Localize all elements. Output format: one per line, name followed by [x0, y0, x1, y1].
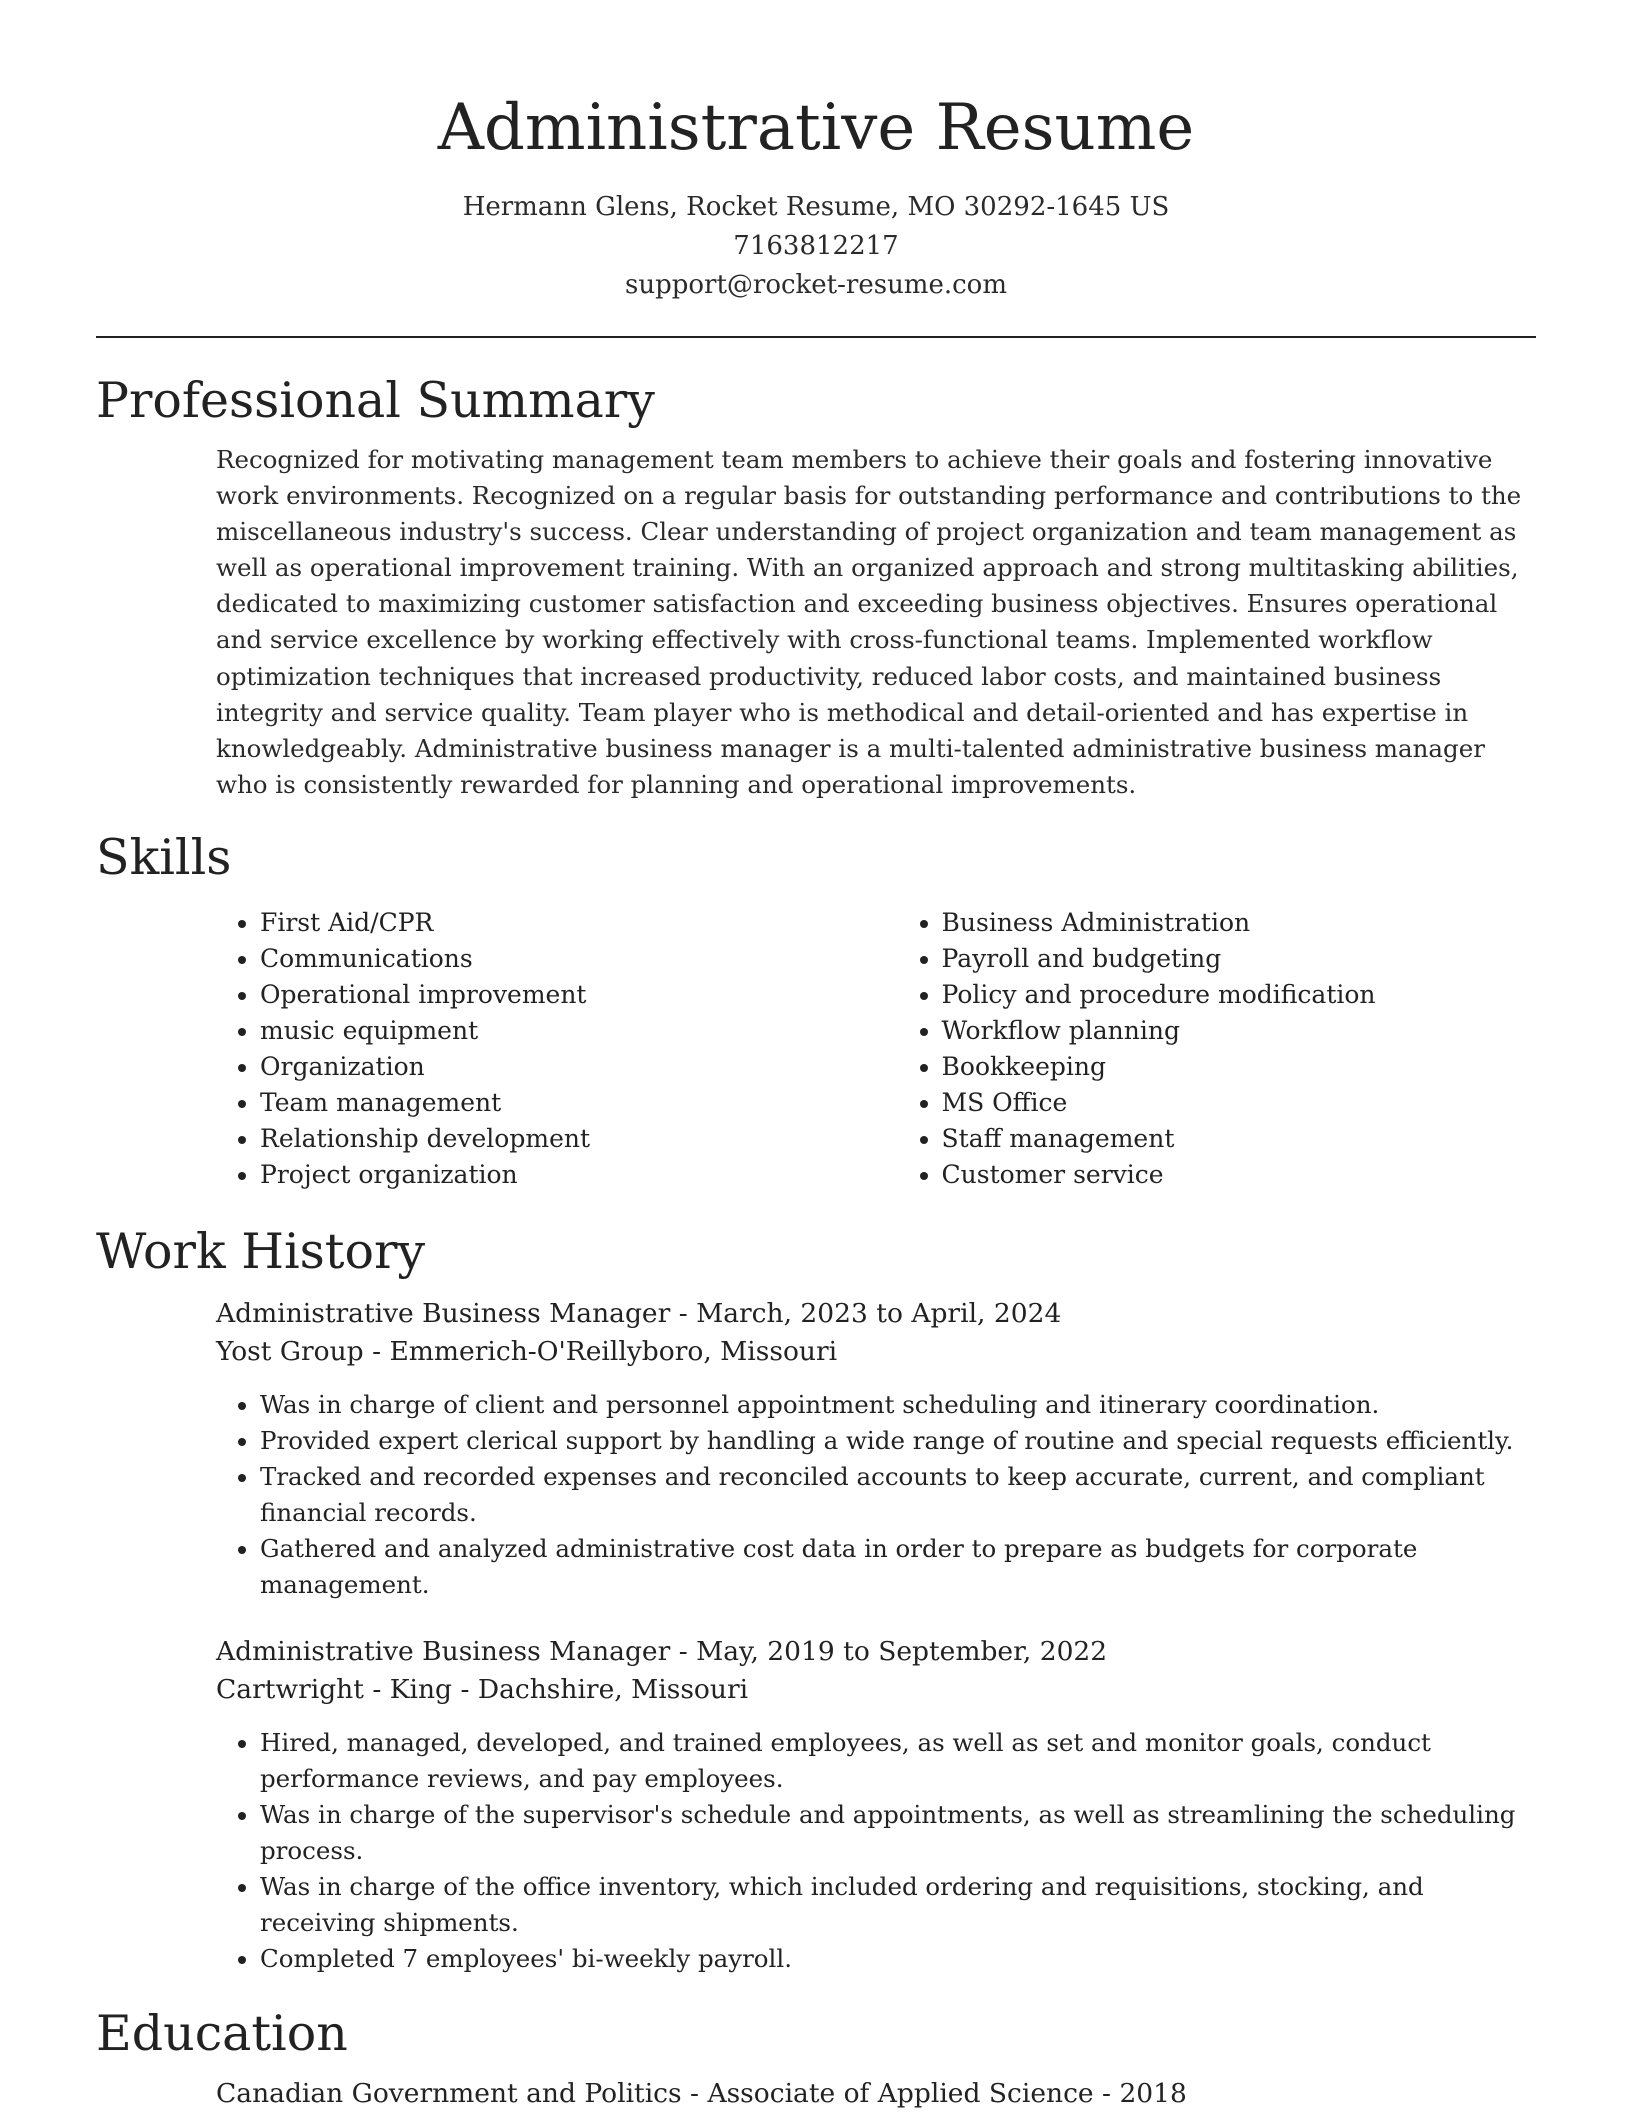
job-title-line [216, 1295, 1530, 1333]
education-section [96, 2001, 1536, 2113]
work-heading: Work History [96, 1222, 426, 1280]
job-bullet: • Was in charge of client and personnel appointment scheduling and itinerary coordination. [260, 1387, 1530, 1423]
job-bullet: • Was in charge of the office inventory, which included ordering and requisitions, stocking, and receiving shipments. [260, 1869, 1530, 1941]
skill-item: • MS Office [942, 1085, 1530, 1121]
skill-item: • Bookkeeping [942, 1049, 1530, 1085]
education-field: Canadian Government and Politics [216, 2077, 682, 2109]
education-year: 2018 [1119, 2077, 1187, 2109]
resume-header [0, 0, 1632, 305]
job-location-separator: - [452, 1673, 478, 1705]
job-bullet: • Hired, managed, developed, and trained employees, as well as set and monitor goals, conduct performance reviews, and pay employees. [260, 1725, 1530, 1797]
job-bullet: • Was in charge of the supervisor's schedule and appointments, as well as streamlining the scheduling process. [260, 1797, 1530, 1869]
contact-phone: 7163812217 [733, 231, 899, 261]
resume-title: Administrative Resume [437, 91, 1195, 165]
skill-item: • Operational improvement [260, 977, 898, 1013]
skill-item: • Organization [260, 1049, 898, 1085]
skill-item: • Project organization [260, 1157, 898, 1193]
summary-heading: Professional Summary [96, 372, 655, 429]
job-location: Dachshire, Missouri [477, 1673, 749, 1705]
education-heading: Education [96, 2004, 348, 2062]
job-title: Administrative Business Manager [216, 1297, 671, 1329]
education-degree: Associate of Applied Science [707, 2077, 1094, 2109]
job-company: Cartwright - King [216, 1673, 453, 1705]
job-entry [216, 1295, 1530, 1603]
skill-item: • Relationship development [260, 1121, 898, 1157]
education-entry [216, 2075, 1530, 2113]
job-bullets [216, 1387, 1530, 1603]
skill-item: • Business Administration [942, 905, 1530, 941]
skill-item: • Payroll and budgeting [942, 941, 1530, 977]
header-divider [96, 336, 1536, 338]
skills-list-left [216, 905, 898, 1193]
job-bullet: • Provided expert clerical support by handling a wide range of routine and special requests efficiently. [260, 1423, 1530, 1459]
skill-item: • music equipment [260, 1013, 898, 1049]
contact-address: Hermann Glens, Rocket Resume, MO 30292-1645 US [462, 192, 1170, 222]
education-separator: - [1093, 2077, 1120, 2109]
skills-list-right [898, 905, 1530, 1193]
skill-item: • First Aid/CPR [260, 905, 898, 941]
skill-item: • Policy and procedure modification [942, 977, 1530, 1013]
contact-email[interactable]: support@rocket-resume.com [624, 270, 1007, 300]
skills-columns [96, 905, 1536, 1193]
job-title-line [216, 1633, 1530, 1671]
job-date-separator: - [670, 1635, 697, 1667]
education-separator: - [681, 2077, 708, 2109]
summary-text: Recognized for motivating management team members to achieve their goals and fostering innovative work environments. Recognized on a regular basis for outstanding performance and contributions to the miscellaneous industry's success. Clear understanding of project organization and team management as well as operational improvement training. With an organized approach and strong multitasking abilities, dedicated to maximizing customer satisfaction and exceeding business objectives. Ensures operational and service excellence by working effectively with cross-functional teams. Implemented workflow optimization techniques that increased productivity, reduced labor costs, and maintained business integrity and service quality. Team player who is methodical and detail-oriented and has expertise in knowledgeably. Administrative business manager is a multi-talented administrative business manager who is consistently rewarded for planning and operational improvements. [216, 445, 1522, 799]
job-dates: March, 2023 to April, 2024 [696, 1297, 1062, 1329]
job-date-separator: - [670, 1297, 697, 1329]
job-company-line [216, 1333, 1530, 1371]
skills-heading: Skills [96, 828, 232, 886]
skill-item: • Team management [260, 1085, 898, 1121]
work-section [96, 1219, 1536, 1977]
job-dates: May, 2019 to September, 2022 [696, 1635, 1108, 1667]
job-bullet: • Gathered and analyzed administrative cost data in order to prepare as budgets for corporate management. [260, 1531, 1530, 1603]
contact-block [0, 188, 1632, 305]
skill-item: • Customer service [942, 1157, 1530, 1193]
skills-section [96, 825, 1536, 1193]
skill-item: • Staff management [942, 1121, 1530, 1157]
job-company-line [216, 1671, 1530, 1709]
job-bullet: • Tracked and recorded expenses and reconciled accounts to keep accurate, current, and compliant financial records. [260, 1459, 1530, 1531]
job-bullets [216, 1725, 1530, 1977]
job-location: Emmerich-O'Reillyboro, Missouri [389, 1335, 838, 1367]
job-company: Yost Group [216, 1335, 364, 1367]
job-location-separator: - [363, 1335, 390, 1367]
job-bullet: • Completed 7 employees' bi-weekly payroll. [260, 1941, 1530, 1977]
skill-item: • Workflow planning [942, 1013, 1530, 1049]
job-title: Administrative Business Manager [216, 1635, 671, 1667]
skill-item: • Communications [260, 941, 898, 977]
job-entry [216, 1633, 1530, 1977]
summary-section [96, 368, 1536, 803]
